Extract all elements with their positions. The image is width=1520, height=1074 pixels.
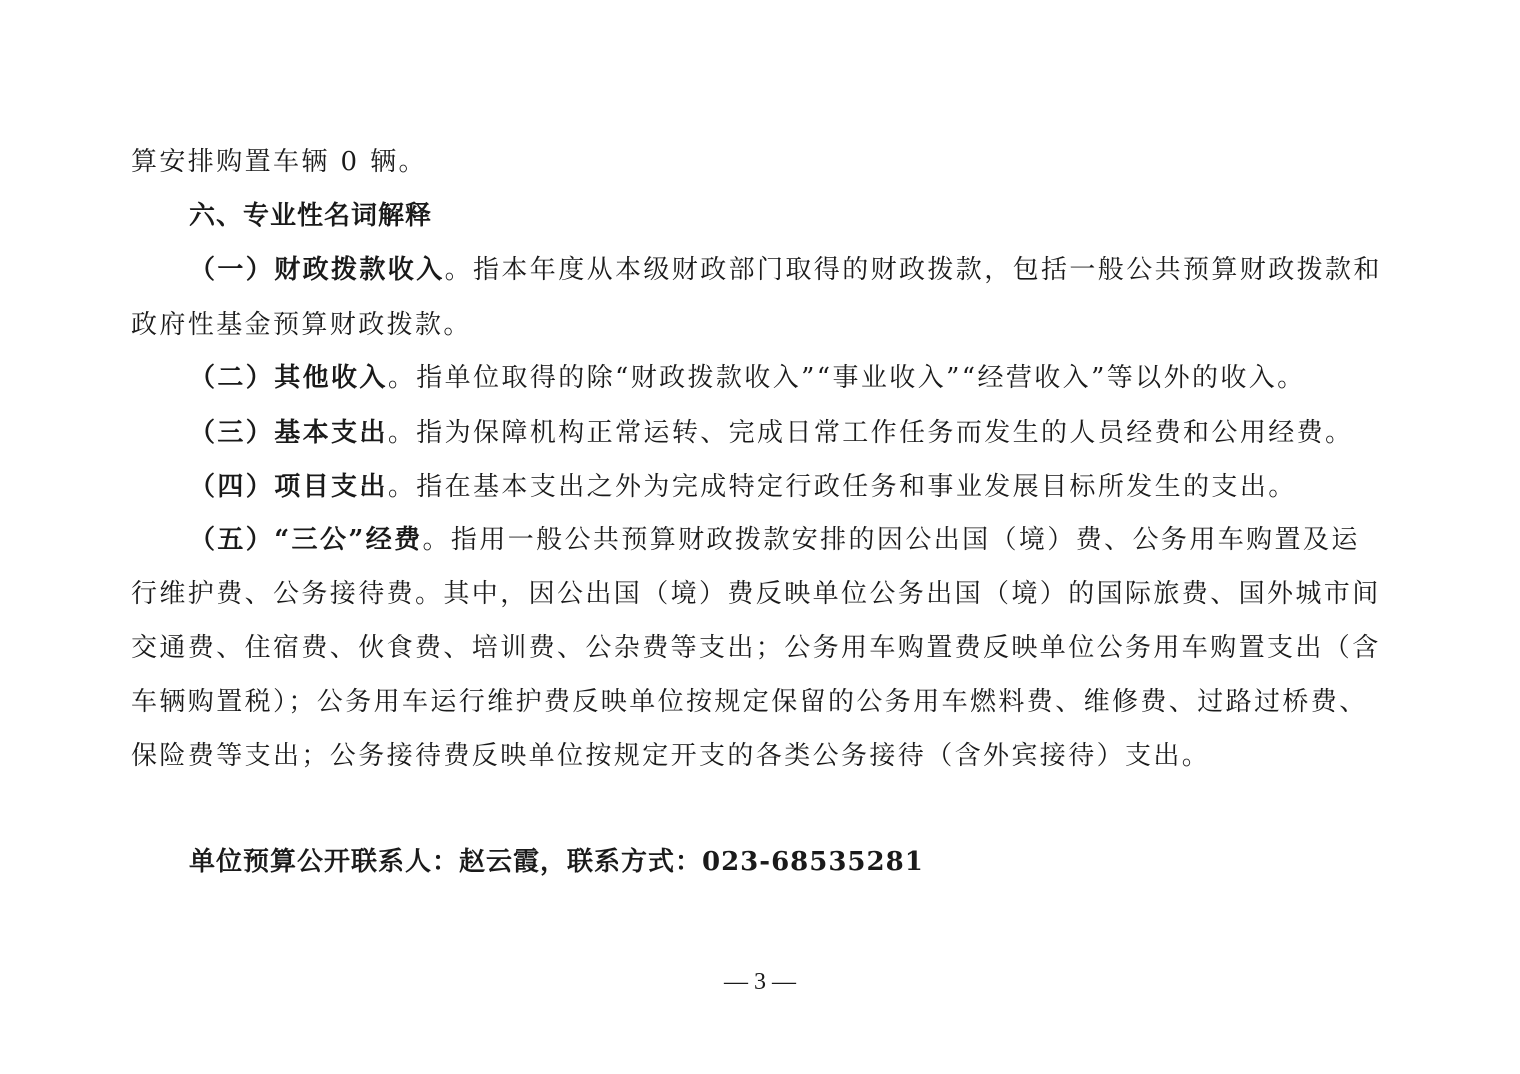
term-label: （三）基本支出 xyxy=(189,418,388,448)
term-label: （五）“三公”经费 xyxy=(189,525,423,555)
definition-item-1 xyxy=(189,252,1382,288)
definition-text: 。指在基本支出之外为完成特定行政任务和事业发展目标所发生的支出。 xyxy=(387,472,1297,502)
page-number: — 3 — xyxy=(724,969,796,995)
contact-line: 单位预算公开联系人：赵云霞，联系方式：023-68535281 xyxy=(189,847,924,877)
definition-item-5 xyxy=(189,522,1360,558)
continuation-line: 算安排购置车辆 0 辆。 xyxy=(131,147,427,177)
term-label: （四）项目支出 xyxy=(189,472,388,502)
definition-item-2 xyxy=(189,360,1306,396)
term-label: （一）财政拨款收入 xyxy=(189,255,445,285)
definition-text: 政府性基金预算财政拨款。 xyxy=(131,310,472,340)
definition-item-3 xyxy=(189,415,1353,451)
term-label: （二）其他收入 xyxy=(189,363,388,393)
definition-text: 。指用一般公共预算财政拨款安排的因公出国（境）费、公务用车购置及运 xyxy=(422,525,1360,555)
definition-item-4 xyxy=(189,469,1297,505)
definition-text: 交通费、住宿费、伙食费、培训费、公杂费等支出；公务用车购置费反映单位公务用车购置支出（含 xyxy=(131,633,1381,663)
definition-text: 车辆购置税）；公务用车运行维护费反映单位按规定保留的公务用车燃料费、维修费、过路过桥费、 xyxy=(131,687,1368,717)
definition-text: 。指单位取得的除“财政拨款收入”“事业收入”“经营收入”等以外的收入。 xyxy=(387,363,1306,393)
definition-text: 。指为保障机构正常运转、完成日常工作任务而发生的人员经费和公用经费。 xyxy=(387,418,1354,448)
section-heading: 六、专业性名词解释 xyxy=(189,201,433,231)
definition-text: 保险费等支出；公务接待费反映单位按规定开支的各类公务接待（含外宾接待）支出。 xyxy=(131,741,1211,771)
definition-text: 行维护费、公务接待费。其中，因公出国（境）费反映单位公务出国（境）的国际旅费、国外城市间 xyxy=(131,579,1381,609)
definition-text: 。指本年度从本级财政部门取得的财政拨款，包括一般公共预算财政拨款和 xyxy=(444,255,1382,285)
